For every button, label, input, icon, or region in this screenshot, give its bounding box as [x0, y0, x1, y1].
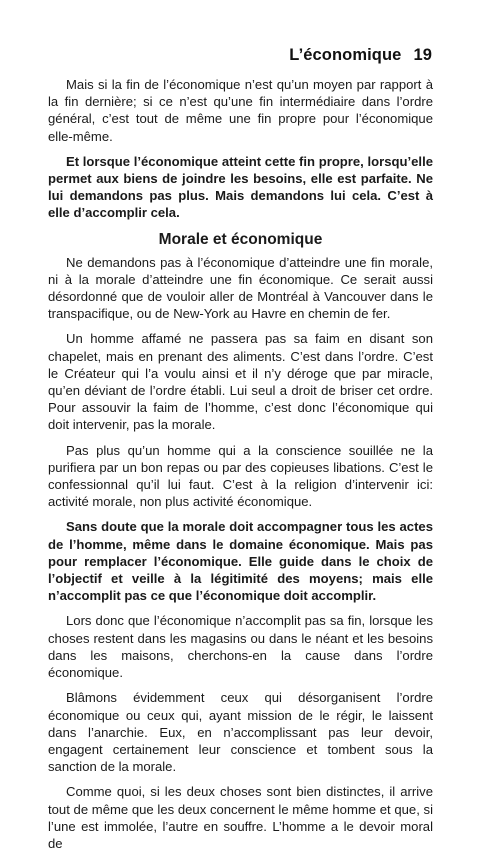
- bold-paragraph: Sans doute que la morale doit accompagner tous les actes de l’homme, même dans le domaine économique. Mais pas pour remplacer l’économique. Elle guide dans le choix de l’objectif et veille à la légitimité des moyens; mais elle n’accomplit pas ce que l’économique doit accomplir.: [48, 519, 433, 604]
- paragraph: Un homme affamé ne passera pas sa faim en disant son chapelet, mais en prenant des aliments. C’est dans l’ordre. C’est le Créateur qui l’a voulu ainsi et il n’y déroge que par miracle, qu’en déviant de l’ordre établi. Lui seul a droit de briser cet ordre. Pour assouvir la faim de l’homme, c’est donc l’économique qui doit intervenir, pas la morale.: [48, 331, 433, 433]
- page-body: [48, 76, 433, 860]
- paragraph: Pas plus qu’un homme qui a la conscience souillée ne la purifiera par un bon repas ou par des copieuses libations. C’est le confessionnal qu’il lui faut. C’est à la religion d’intervenir ici: activité morale, non plus activité économique.: [48, 442, 433, 510]
- paragraph: Comme quoi, si les deux choses sont bien distinctes, il arrive tout de même que les deux concernent le même homme et que, si l’une est immolée, l’autre en souffre. L’homme a le devoir moral de: [48, 784, 433, 851]
- paragraph: Mais si la fin de l’économique n’est qu’un moyen par rapport à la fin dernière; si ce n’est qu’une fin intermédiaire dans l’ordre général, c’est tout de même une fin propre pour l’économique elle-même.: [48, 77, 433, 144]
- chapter-title: L’économique: [289, 46, 402, 64]
- page-number: 19: [413, 46, 432, 64]
- section-heading: Morale et économique: [158, 230, 323, 248]
- running-head: [0, 46, 432, 65]
- paragraph: Ne demandons pas à l’économique d’atteindre une fin morale, ni à la morale d’atteindre une fin économique. Ce serait aussi désordonné que de vouloir aller de Montréal à Vancouver dans le transpacifique, ou de New-York au Havre en chemin de fer.: [48, 254, 433, 322]
- paragraph: Blâmons évidemment ceux qui désorganisent l’ordre économique ou ceux qui, ayant mission de le régir, le laissent dans l’anarchie. Eux, en n’accomplissant pas leur devoir, engagent certainement leur conscience et tombent sous la sanction de la morale.: [48, 690, 433, 775]
- paragraph: Lors donc que l’économique n’accomplit pas sa fin, lorsque les choses restent dans les magasins ou dans le néant et les besoins dans les maisons, cherchons-en la cause dans l’ordre économique.: [48, 613, 433, 681]
- bold-paragraph: Et lorsque l’économique atteint cette fin propre, lorsqu’elle permet aux biens de joindre les besoins, elle est parfaite. Ne lui demandons pas plus. Mais demandons lui cela. C’est à elle d’accomplir cela.: [48, 153, 433, 221]
